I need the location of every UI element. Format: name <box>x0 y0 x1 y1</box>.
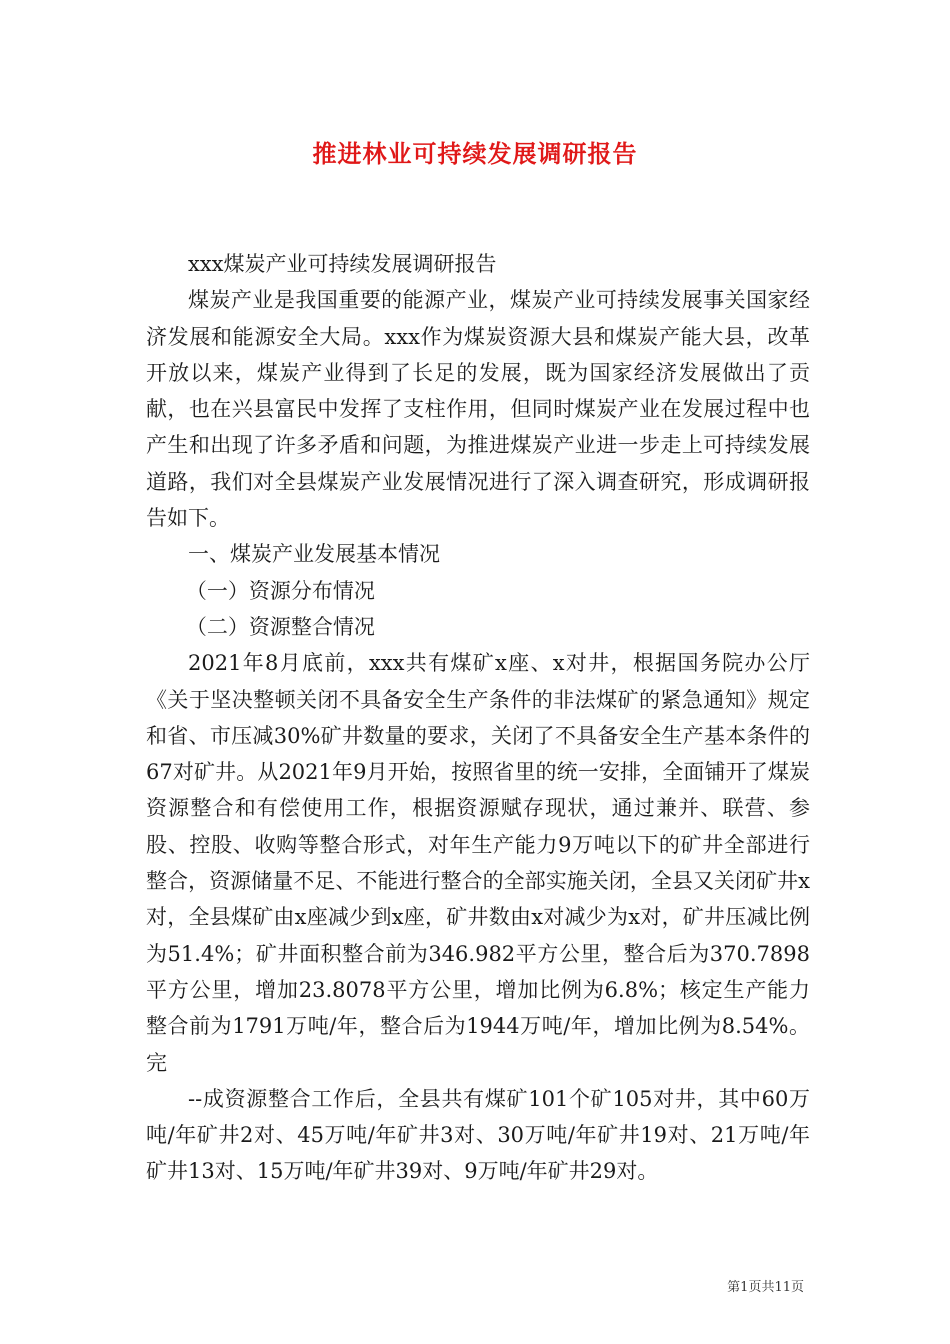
document-title: 推进林业可持续发展调研报告 <box>312 140 638 168</box>
integration-paragraph: 2021年8月底前，xxx共有煤矿x座、x对井，根据国务院办公厅《关于坚决整顿关闭不具备安全生产条件的非法煤矿的紧急通知》规定和省、市压减30%矿井数量的要求，关闭了不具备安全生产基本条件的67对矿井。从2021年9月开始，按照省里的统一安排，全面铺开了煤炭资源整合和有偿使用工作，根据资源赋存现状，通过兼并、联营、参股、控股、收购等整合形式，对年生产能力9万吨以下的矿井全部进行整合，资源储量不足、不能进行整合的全部实施关闭，全县又关闭矿井x对，全县煤矿由x座减少到x座，矿井数由x对减少为x对，矿井压减比例为51.4%；矿井面积整合前为346.982平方公里，整合后为370.7898平方公里，增加23.8078平方公里，增加比例为6.8%；核定生产能力整合前为1791万吨/年，整合后为1944万吨/年，增加比例为8.54%。完 <box>146 651 810 1075</box>
subsection-heading-2: （二）资源整合情况 <box>185 614 375 639</box>
report-subtitle: xxx煤炭产业可持续发展调研报告 <box>188 252 497 276</box>
intro-paragraph: 煤炭产业是我国重要的能源产业，煤炭产业可持续发展事关国家经济发展和能源安全大局。xxx作为煤炭资源大县和煤炭产能大县，改革开放以来，煤炭产业得到了长足的发展，既为国家经济发展做出了贡献，也在兴县富民中发挥了支柱作用，但同时煤炭产业在发展过程中也产生和出现了许多矛盾和问题，为推进煤炭产业进一步走上可持续发展道路，我们对全县煤炭产业发展情况进行了深入调查研究，形成调研报告如下。 <box>146 288 810 531</box>
section-heading: 一、煤炭产业发展基本情况 <box>188 542 440 567</box>
subsection-heading-1: （一）资源分布情况 <box>185 578 375 603</box>
document-body <box>146 246 810 1190</box>
summary-paragraph: --成资源整合工作后，全县共有煤矿101个矿105对井，其中60万吨/年矿井2对、45万吨/年矿井3对、30万吨/年矿井19对、21万吨/年矿井13对、15万吨/年矿井39对、9万吨/年矿井29对。 <box>146 1086 810 1184</box>
page-number: 第1页共11页 <box>727 1280 804 1295</box>
